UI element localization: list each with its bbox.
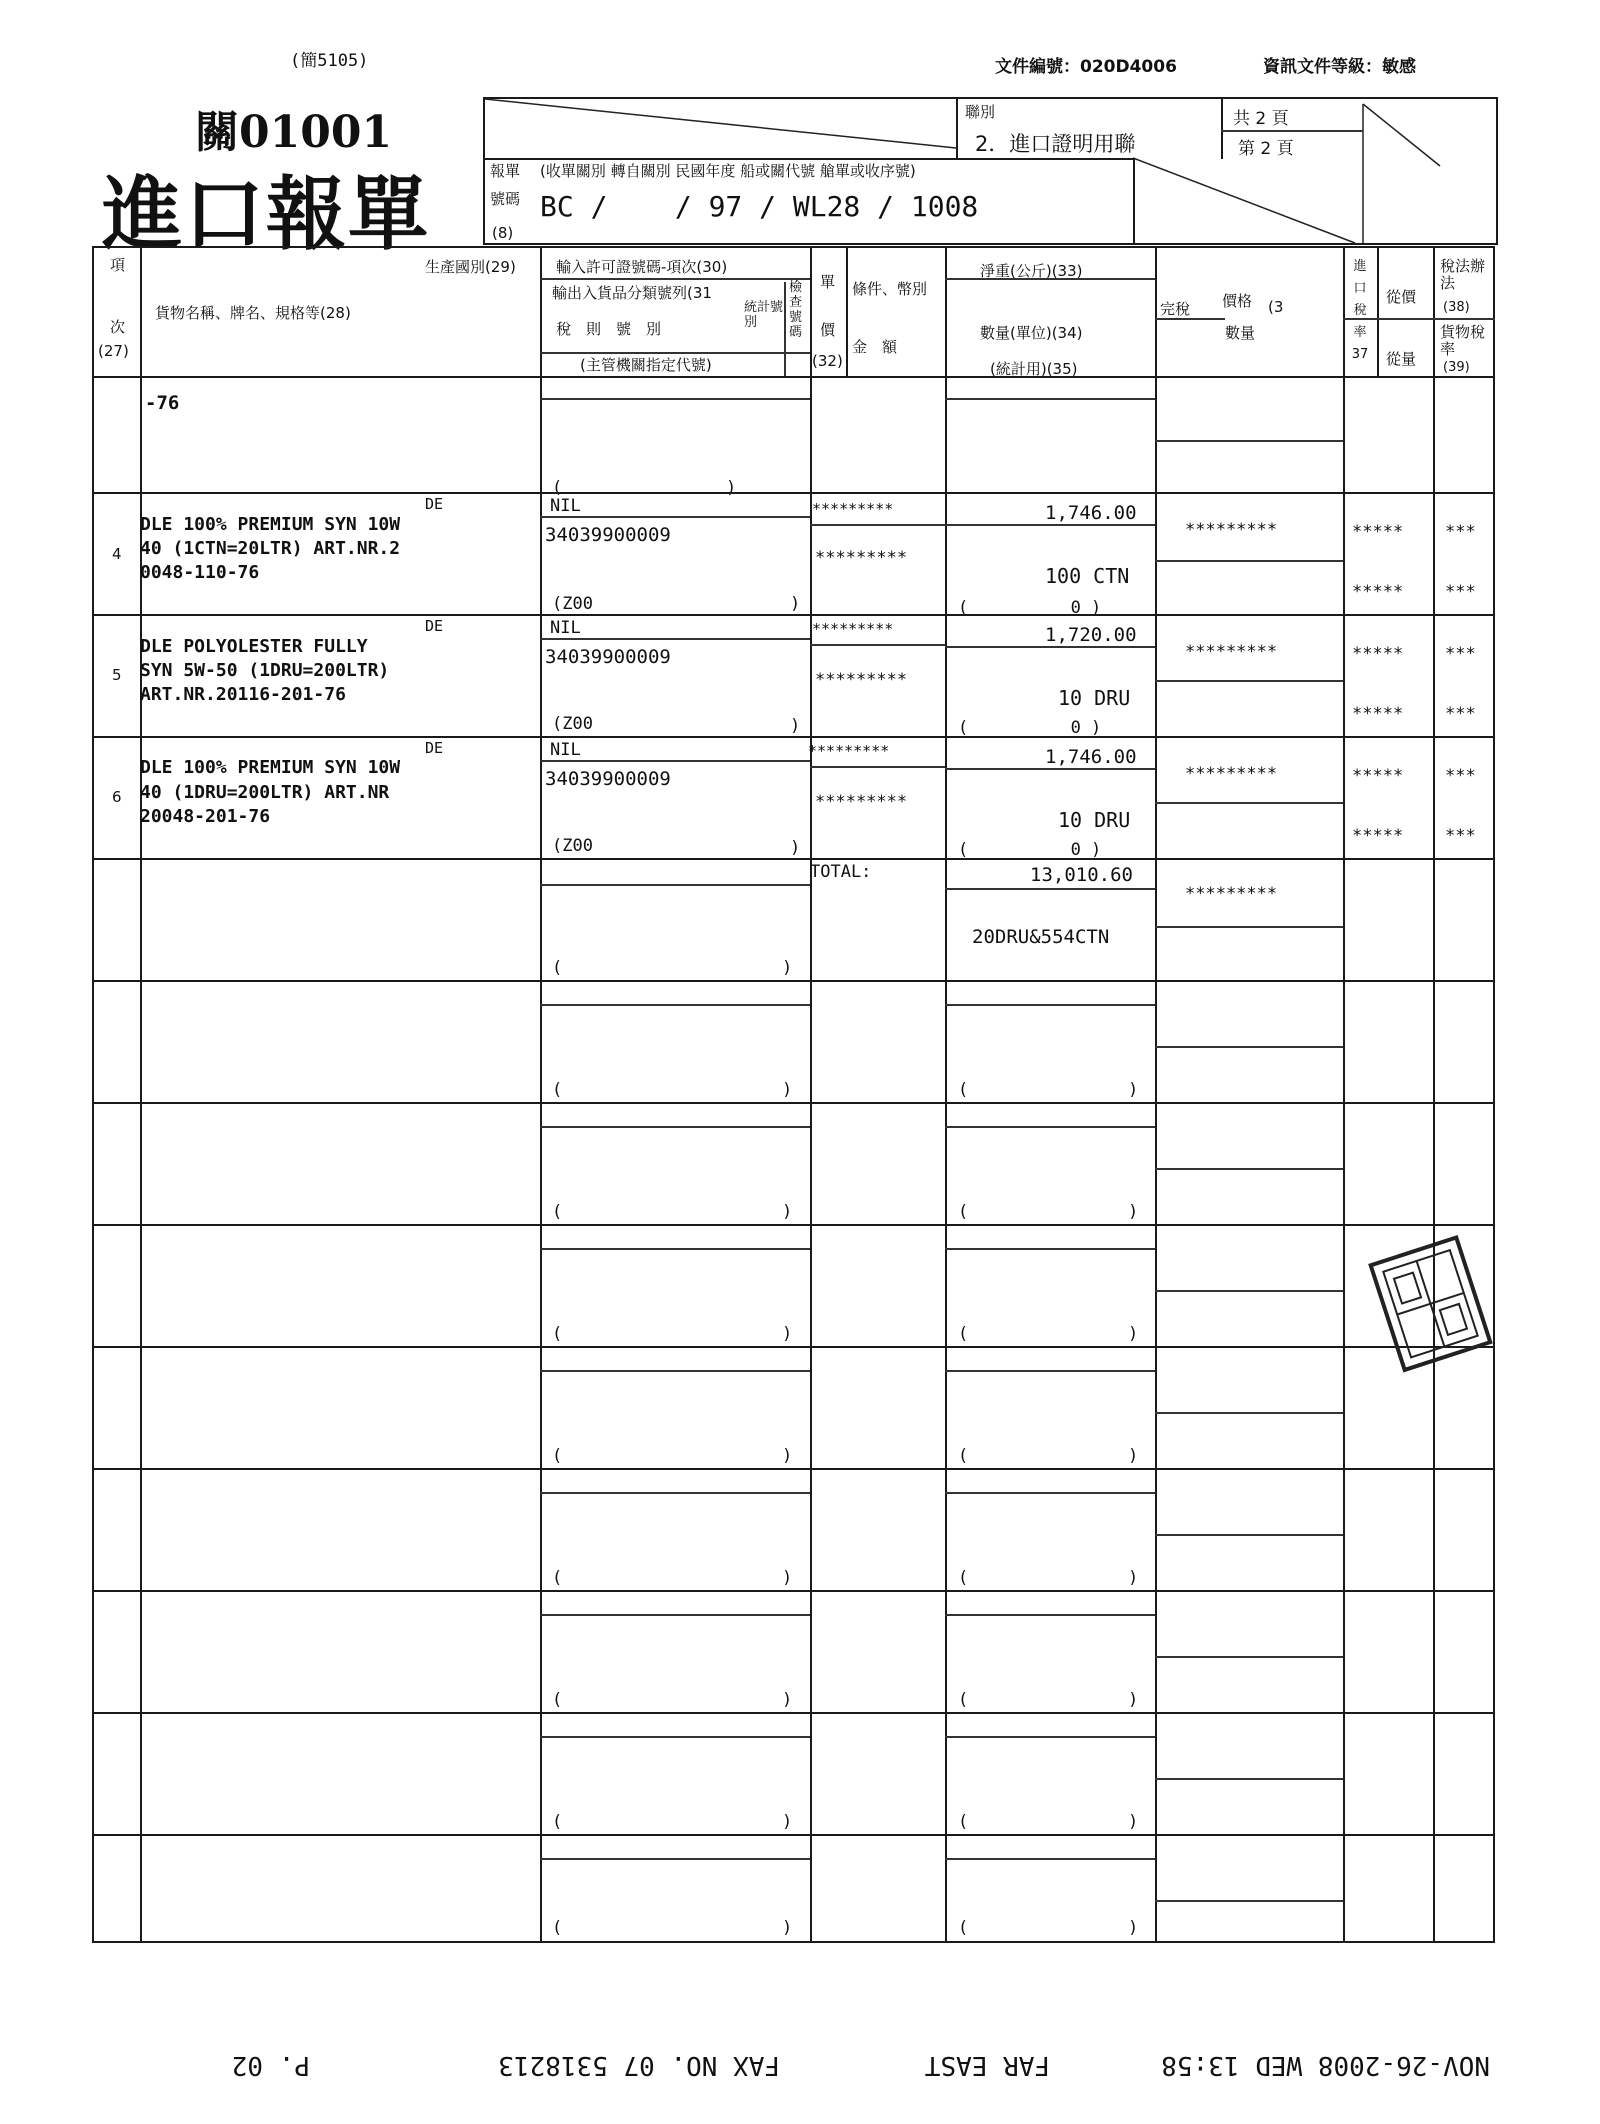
col-inspect: 檢查號碼 <box>789 280 803 340</box>
col-item-no-3: (27) <box>98 342 129 360</box>
continuation-text: -76 <box>145 392 180 414</box>
paren-open: ( <box>552 1324 563 1344</box>
col-goods-rate-no: (39) <box>1443 360 1470 375</box>
item-rate-specific: ***** <box>1352 582 1404 602</box>
item-rate-advalorem: ***** <box>1352 522 1404 542</box>
item-stat-qty: ( 0 ) <box>958 598 1102 618</box>
item-amount: ********* <box>815 792 908 812</box>
col-unit-price: 單價 <box>820 273 836 339</box>
paren-open: ( <box>958 1918 969 1938</box>
item-permit: NIL <box>550 740 581 760</box>
item-desc-line: DLE 100% PREMIUM SYN 10W <box>140 514 401 535</box>
col-import-rate <box>1350 256 1370 366</box>
item-number: 4 <box>112 545 122 563</box>
item-permit: NIL <box>550 496 581 516</box>
form-code-title: 關01001 <box>195 107 393 158</box>
paren-close: ) <box>1128 1918 1139 1938</box>
col-class-no: 輸出入貨品分類號列(31 <box>552 284 712 302</box>
item-desc-line: DLE 100% PREMIUM SYN 10W <box>140 757 401 778</box>
paren-close: ) <box>1128 1324 1139 1344</box>
item-number: 6 <box>112 788 122 806</box>
item-desc-line: DLE POLYOLESTER FULLY <box>140 636 368 657</box>
paren-open: ( <box>552 1812 563 1832</box>
item-desc-line: 40 (1DRU=200LTR) ART.NR <box>140 782 390 803</box>
paren-close: ) <box>782 1324 793 1344</box>
col-import-rate-4: 率 <box>1353 325 1367 340</box>
item-duty: ********* <box>1185 520 1278 540</box>
item-origin: DE <box>425 495 444 513</box>
paren-open: ( <box>958 1202 969 1222</box>
paren-open: ( <box>958 1568 969 1588</box>
item-rate-specific: ***** <box>1352 704 1404 724</box>
page-title: 進口報單 <box>102 167 430 261</box>
col-unit-price-no: (32) <box>812 352 843 370</box>
item-unit-price: ********* <box>808 742 890 760</box>
declaration-label: 報單 <box>490 162 521 180</box>
item-stat-qty: ( 0 ) <box>958 718 1102 738</box>
item-amount: ********* <box>815 670 908 690</box>
item-agency-close: ) <box>790 838 801 858</box>
col-import-rate-3: 稅 <box>1353 303 1367 318</box>
item-agency-close: ) <box>790 594 801 614</box>
item-agency: (Z00 <box>552 594 593 614</box>
paren-close: ) <box>782 1690 793 1710</box>
item-rate-specific: ***** <box>1352 826 1404 846</box>
form-code: (簡5105) <box>290 51 369 71</box>
paren-close: ) <box>1128 1812 1139 1832</box>
paren-close: ) <box>782 1812 793 1832</box>
paren-open: ( <box>958 1324 969 1344</box>
item-tariff: 34039900009 <box>545 768 671 790</box>
paren-open: ( <box>552 1446 563 1466</box>
item-desc-line: 20048-201-76 <box>140 806 271 827</box>
paren-open: ( <box>552 1918 563 1938</box>
paren-close: ) <box>782 1446 793 1466</box>
item-agency: (Z00 <box>552 714 593 734</box>
col-permit: 輸入許可證號碼-項次(30) <box>556 258 728 276</box>
col-goods-rate: 貨物稅率 <box>1440 323 1486 358</box>
paren-open: ( <box>552 1202 563 1222</box>
item-net-weight: 1,746.00 <box>1045 746 1137 768</box>
declaration-number-field: (8) <box>492 224 514 242</box>
total-pages: 共 2 頁 <box>1233 109 1289 129</box>
paren-close: ) <box>1128 1568 1139 1588</box>
items-table <box>92 246 1495 1943</box>
item-unit-price: ********* <box>812 620 894 638</box>
col-import-rate-2: 口 <box>1353 281 1367 296</box>
total-paren-open: ( <box>552 958 563 978</box>
paren-open: ( <box>552 1690 563 1710</box>
security-level: 資訊文件等級：敏感 <box>1263 57 1416 77</box>
item-rate-goods-2: *** <box>1445 826 1476 846</box>
paren-open: ( <box>552 1568 563 1588</box>
total-label: TOTAL: <box>810 862 872 882</box>
paren-close: ) <box>1128 1446 1139 1466</box>
item-desc-line: SYN 5W-50 (1DRU=200LTR) <box>140 660 390 681</box>
total-weight: 13,010.60 <box>1030 864 1133 886</box>
continuation-paren: ( ) <box>552 478 737 498</box>
item-tariff: 34039900009 <box>545 646 671 668</box>
col-specific: 從量 <box>1386 350 1417 368</box>
col-terms: 條件、幣別 <box>852 280 928 298</box>
declaration-number-label: 號碼 <box>490 190 521 208</box>
paren-close: ) <box>782 1202 793 1222</box>
col-qty2: 數量 <box>1225 324 1256 342</box>
item-duty: ********* <box>1185 764 1278 784</box>
col-agency: (主管機關指定代號) <box>580 356 712 374</box>
item-rate-goods-2: *** <box>1445 704 1476 724</box>
copy-label: 聯別 <box>965 103 996 121</box>
total-paren-close: ) <box>782 958 793 978</box>
item-net-weight: 1,746.00 <box>1045 502 1137 524</box>
col-item-no-1: 項 <box>110 256 126 274</box>
item-rate-goods: *** <box>1445 644 1476 664</box>
total-duty: ********* <box>1185 884 1278 904</box>
item-rate-goods: *** <box>1445 522 1476 542</box>
col-ad-valorem: 從價 <box>1386 288 1417 306</box>
item-tariff: 34039900009 <box>545 524 671 546</box>
item-amount: ********* <box>815 548 908 568</box>
item-unit-price: ********* <box>812 500 894 518</box>
paren-close: ) <box>782 1918 793 1938</box>
col-method: 稅法辦法 <box>1440 257 1486 292</box>
fax-number: FAX NO. 07 5318213 <box>498 2050 780 2080</box>
col-stat-code: 統計號別 <box>744 300 784 330</box>
item-permit: NIL <box>550 618 581 638</box>
paren-close: ) <box>1128 1690 1139 1710</box>
declaration-fields: (收單關別 轉自關別 民國年度 船或關代號 艙單或收序號) <box>540 162 916 180</box>
item-quantity: 10 DRU <box>1058 808 1131 832</box>
page-number: 第 2 頁 <box>1238 139 1294 159</box>
col-method-no: (38) <box>1443 300 1470 315</box>
col-item-no-2: 次 <box>110 318 126 336</box>
col-duty-value: 完稅 <box>1160 300 1191 318</box>
item-origin: DE <box>425 617 444 635</box>
declaration-number: BC / / 97 / WL28 / 1008 <box>540 190 979 223</box>
item-number: 5 <box>112 666 122 684</box>
paren-open: ( <box>552 1080 563 1100</box>
item-rate-goods-2: *** <box>1445 582 1476 602</box>
item-desc-line: 40 (1CTN=20LTR) ART.NR.2 <box>140 538 401 559</box>
item-origin: DE <box>425 739 444 757</box>
paren-open: ( <box>958 1446 969 1466</box>
document-number: 文件編號：020D4006 <box>995 57 1177 77</box>
col-stat-qty: (統計用)(35) <box>990 360 1078 378</box>
item-desc-line: 0048-110-76 <box>140 562 260 583</box>
copy-value: 2．進口證明用聯 <box>975 132 1136 156</box>
item-desc-line: ART.NR.20116-201-76 <box>140 684 346 705</box>
col-origin: 生產國別(29) <box>425 258 516 276</box>
paren-close: ) <box>782 1080 793 1100</box>
col-amount: 金 額 <box>852 338 898 356</box>
col-import-rate-5: 37 <box>1351 347 1369 362</box>
col-description: 貨物名稱、牌名、規格等(28) <box>155 304 351 322</box>
fax-footer <box>110 2040 1490 2080</box>
col-price: 價格 <box>1222 292 1253 310</box>
fax-page: P. 02 <box>231 2050 310 2080</box>
paren-open: ( <box>958 1690 969 1710</box>
item-agency-close: ) <box>790 716 801 736</box>
item-rate-goods: *** <box>1445 766 1476 786</box>
col-price-no: (3 <box>1268 298 1284 316</box>
item-agency: (Z00 <box>552 836 593 856</box>
col-import-rate-1: 進 <box>1353 259 1367 274</box>
item-duty: ********* <box>1185 642 1278 662</box>
item-net-weight: 1,720.00 <box>1045 624 1137 646</box>
item-rate-advalorem: ***** <box>1352 644 1404 664</box>
total-packages: 20DRU&554CTN <box>972 926 1110 948</box>
item-quantity: 100 CTN <box>1045 564 1130 588</box>
col-tariff: 稅 則 號 別 <box>556 320 662 338</box>
item-stat-qty: ( 0 ) <box>958 840 1102 860</box>
paren-open: ( <box>958 1812 969 1832</box>
item-quantity: 10 DRU <box>1058 686 1131 710</box>
fax-company: FAR EAST <box>924 2050 1050 2080</box>
col-quantity: 數量(單位)(34) <box>980 324 1083 342</box>
paren-close: ) <box>782 1568 793 1588</box>
paren-open: ( <box>958 1080 969 1100</box>
paren-close: ) <box>1128 1080 1139 1100</box>
fax-datetime: NOV-26-2008 WED 13:58 <box>1161 2050 1490 2080</box>
paren-close: ) <box>1128 1202 1139 1222</box>
col-net-weight: 淨重(公斤)(33) <box>980 262 1083 280</box>
item-rate-advalorem: ***** <box>1352 766 1404 786</box>
